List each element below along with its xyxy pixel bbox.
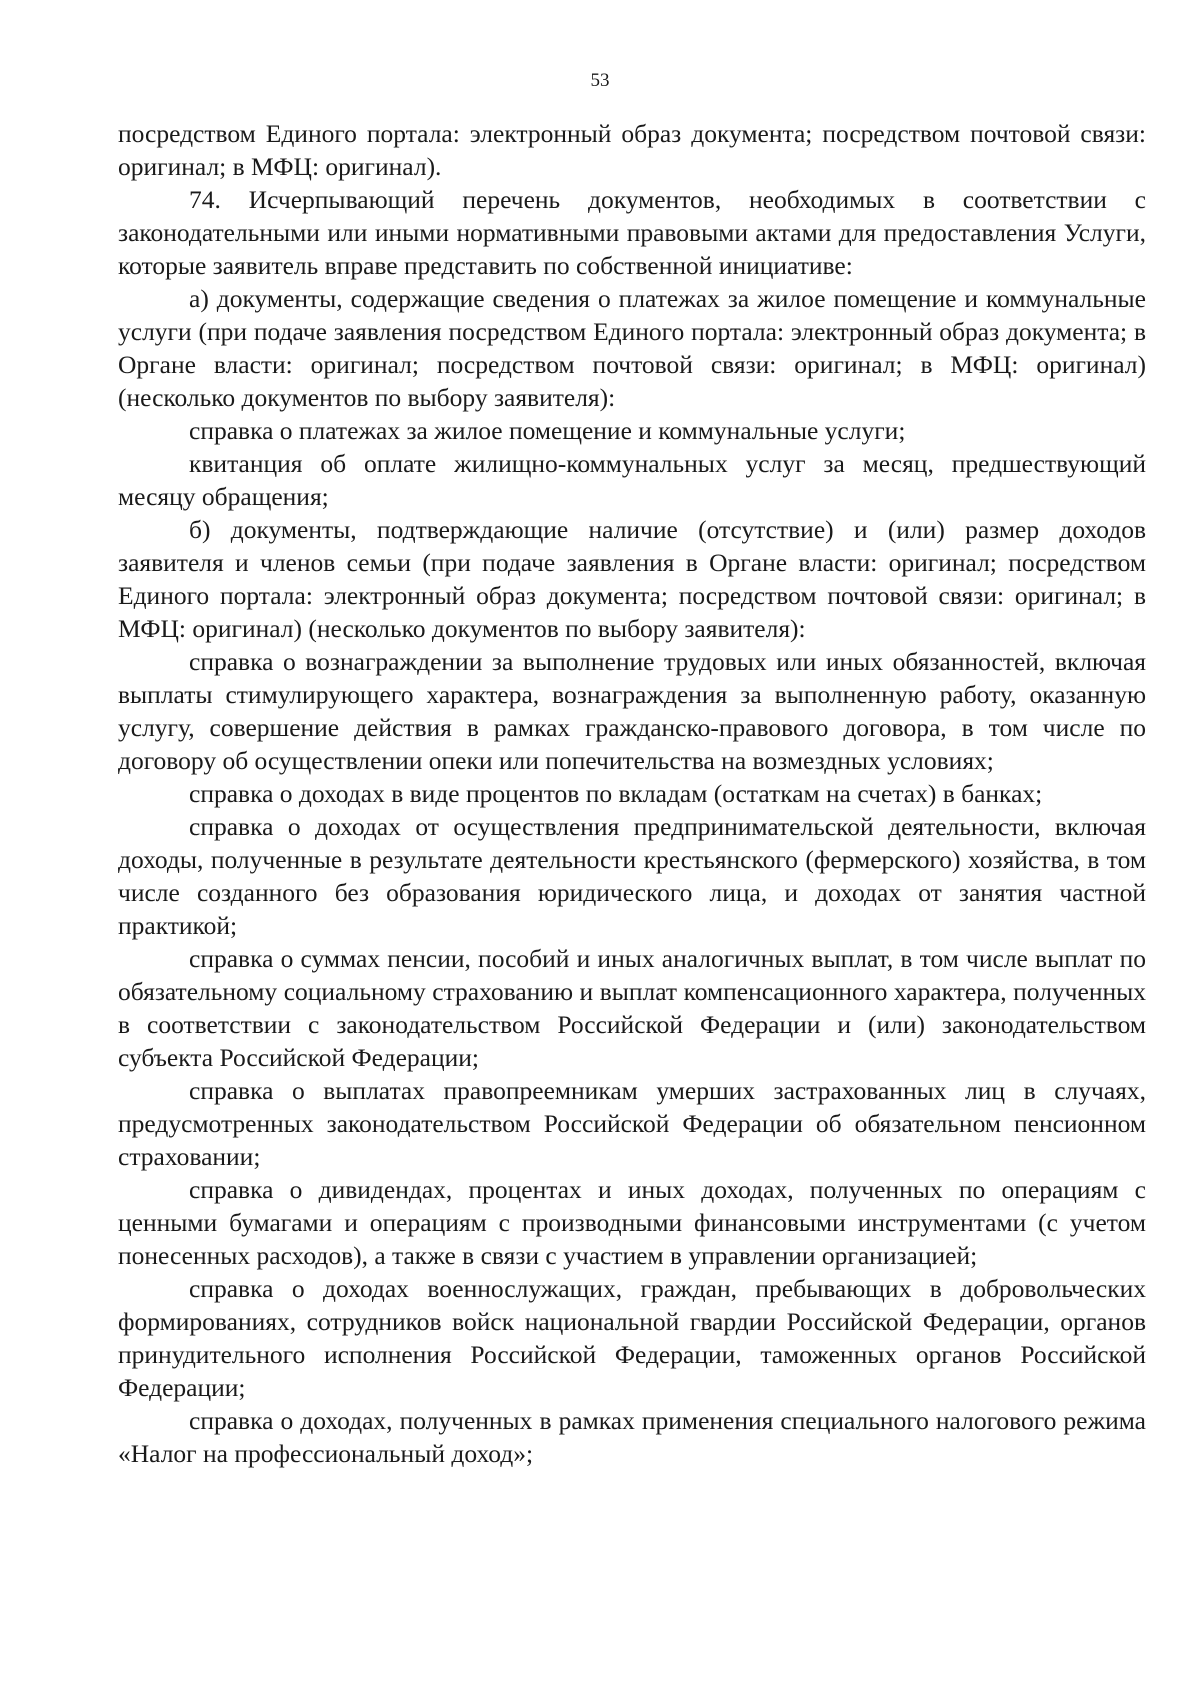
paragraph: справка о доходах, полученных в рамках применения специального налогового режима «Налог на профессиональный доход»;: [118, 1406, 1146, 1468]
paragraph: справка о платежах за жилое помещение и коммунальные услуги;: [189, 416, 906, 445]
page-number: 53: [590, 70, 610, 91]
paragraph: посредством Единого портала: электронный образ документа; посредством почтовой связи: оригинал; в МФЦ: оригинал).: [118, 119, 1146, 181]
paragraph: справка о выплатах правопреемникам умерших застрахованных лиц в случаях, предусмотренных законодательством Российской Федерации об обязательном пенсионном страховании;: [118, 1076, 1146, 1171]
paragraph: справка о доходах в виде процентов по вкладам (остаткам на счетах) в банках;: [189, 779, 1043, 808]
document-body: [118, 117, 1146, 1470]
paragraph: справка о доходах военнослужащих, граждан, пребывающих в добровольческих формированиях, сотрудников войск национальной гвардии Российской Федерации, органов принудительного исполнения Российской Федерации, таможенных органов Российской Федерации;: [118, 1274, 1146, 1402]
paragraph: квитанция об оплате жилищно-коммунальных услуг за месяц, предшествующий месяцу обращения;: [118, 449, 1146, 511]
paragraph: справка о суммах пенсии, пособий и иных аналогичных выплат, в том числе выплат по обязательному социальному страхованию и выплат компенсационного характера, полученных в соответствии с законодательством Российской Федерации и (или) законодательством субъекта Российской Федерации;: [118, 944, 1146, 1072]
paragraph: 74. Исчерпывающий перечень документов, необходимых в соответствии с законодательными или иными нормативными правовыми актами для предоставления Услуги, которые заявитель вправе представить по собственной инициативе:: [118, 185, 1146, 280]
paragraph: б) документы, подтверждающие наличие (отсутствие) и (или) размер доходов заявителя и членов семьи (при подаче заявления в Органе власти: оригинал; посредством Единого портала: электронный образ документа; посредством почтовой связи: оригинал; в МФЦ: оригинал) (несколько документов по выбору заявителя):: [118, 515, 1146, 643]
paragraph: а) документы, содержащие сведения о платежах за жилое помещение и коммунальные услуги (при подаче заявления посредством Единого портала: электронный образ документа; в Органе власти: оригинал; посредством почтовой связи: оригинал; в МФЦ: оригинал) (несколько документов по выбору заявителя):: [118, 284, 1146, 412]
paragraph: справка о доходах от осуществления предпринимательской деятельности, включая доходы, полученные в результате деятельности крестьянского (фермерского) хозяйства, в том числе созданного без образования юридического лица, и доходах от занятия частной практикой;: [118, 812, 1146, 940]
paragraph: справка о вознаграждении за выполнение трудовых или иных обязанностей, включая выплаты стимулирующего характера, вознаграждения за выполненную работу, оказанную услугу, совершение действия в рамках гражданско-правового договора, в том числе по договору об осуществлении опеки или попечительства на возмездных условиях;: [118, 647, 1146, 775]
paragraph: справка о дивидендах, процентах и иных доходах, полученных по операциям с ценными бумагами и операциям с производными финансовыми инструментами (с учетом понесенных расходов), а также в связи с участием в управлении организацией;: [118, 1175, 1146, 1270]
